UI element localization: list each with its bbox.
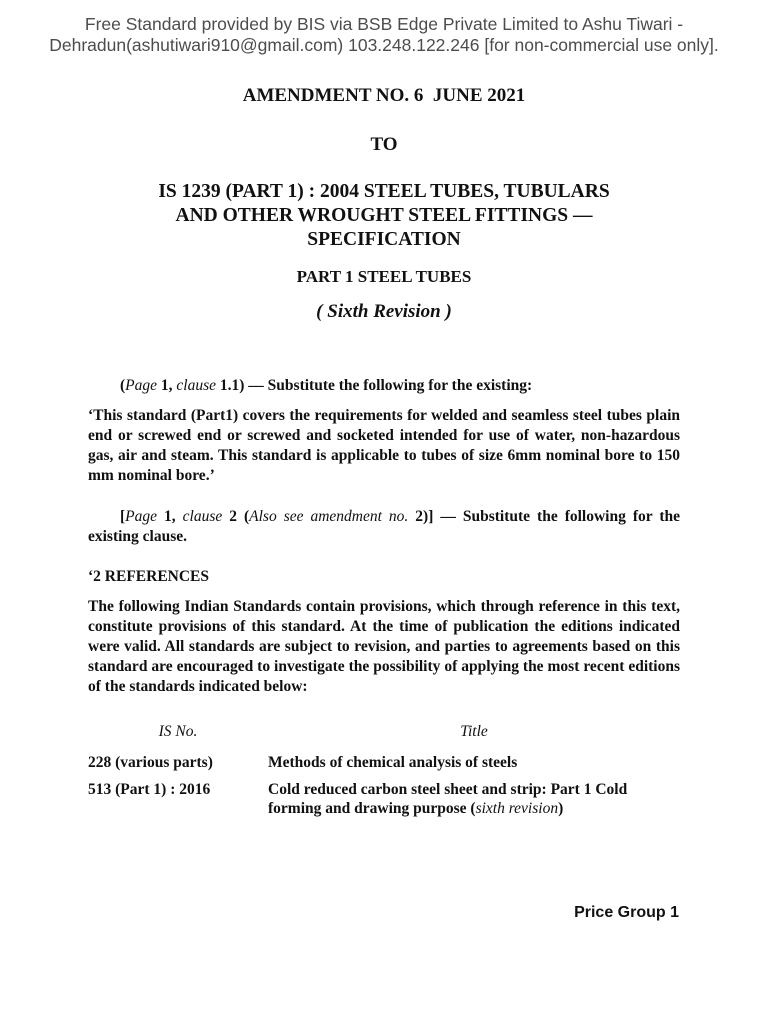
standard-title-line-1: IS 1239 (PART 1) : 2004 STEEL TUBES, TUBULARS — [158, 181, 610, 202]
scope-paragraph: ‘This standard (Part1) covers the requirements for welded and seamless steel tubes plain end or screwed end or screwed and socketed intended for use of water, non-hazardous gas, air and steam. This standard is applicable to tubes of size 6mm nominal bore to 150 mm nominal bore.’ — [88, 407, 680, 484]
row-title: Methods of chemical analysis of steels — [268, 754, 518, 771]
references-paragraph: The following Indian Standards contain provisions, which through reference in this text, constitute provisions of this standard. At the time of publication the editions indicated were valid. All standards are subject to revision, and parties to agreements based on this standard are encouraged to investigate the possibility of applying the most recent editions of the standards indicated below: — [88, 598, 680, 695]
row-is-no: 513 (Part 1) : 2016 — [88, 781, 211, 798]
header-line-2: Dehradun(ashutiwari910@gmail.com) 103.248.122.246 [for non-commercial use only]. — [49, 35, 719, 55]
table-header — [88, 722, 680, 741]
table-row — [88, 780, 680, 818]
amendment-instruction-1: (Page 1, clause 1.1) — Substitute the following for the existing: — [120, 377, 533, 394]
header-line-1: Free Standard provided by BIS via BSB Edge Private Limited to Ashu Tiwari - — [84, 14, 684, 34]
col-is-no: IS No. — [158, 723, 198, 740]
amendment-title: AMENDMENT NO. 6 JUNE 2021 — [242, 85, 526, 106]
standard-title-line-3: SPECIFICATION — [307, 229, 461, 250]
references-heading: ‘2 REFERENCES — [88, 568, 210, 585]
standard-title — [0, 180, 768, 252]
table-row — [88, 753, 680, 772]
row-is-no: 228 (various parts) — [88, 754, 213, 771]
amendment-instruction-2: [Page 1, clause 2 (Also see amendment no. 2)] — Substitute the following for the existing clause. — [88, 508, 680, 545]
to-title: TO — [370, 134, 398, 155]
col-title: Title — [460, 723, 488, 740]
part-title: PART 1 STEEL TUBES — [296, 267, 472, 286]
row-title: Cold reduced carbon steel sheet and strip: Part 1 Cold forming and drawing purpose (sixth revision) — [268, 781, 628, 817]
revision-title: ( Sixth Revision ) — [316, 301, 452, 322]
standard-title-line-2: AND OTHER WROUGHT STEEL FITTINGS — — [175, 205, 593, 226]
watermark-header — [0, 14, 768, 56]
price-group: Price Group 1 — [574, 904, 679, 921]
references-table — [88, 722, 680, 826]
